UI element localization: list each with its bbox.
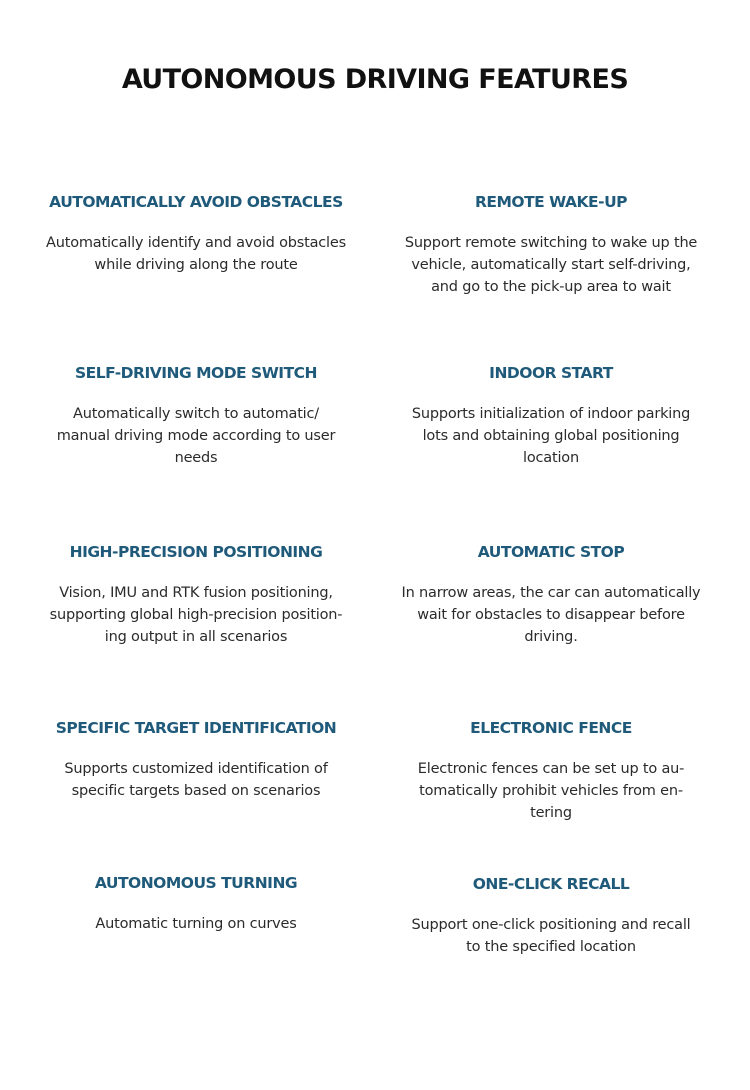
feature-description-line: Support remote switching to wake up the <box>404 235 698 251</box>
feature-self-driving-mode-switch <box>36 363 356 469</box>
feature-title: AUTOMATICALLY AVOID OBSTACLES <box>49 193 343 211</box>
feature-description <box>392 403 710 469</box>
feature-description-line: vehicle, automatically start self-driving, <box>411 257 691 273</box>
feature-description <box>36 232 356 276</box>
feature-description-line: supporting global high-precision position- <box>49 607 343 623</box>
feature-title: AUTONOMOUS TURNING <box>94 874 298 892</box>
feature-title: INDOOR START <box>489 364 613 382</box>
feature-description-line: driving. <box>524 629 578 645</box>
feature-description-line: lots and obtaining global positioning <box>422 428 680 444</box>
feature-description-line: Supports initialization of indoor parking <box>411 406 691 422</box>
feature-description-line: manual driving mode according to user <box>56 428 336 444</box>
feature-description <box>36 758 356 802</box>
feature-description <box>392 582 710 648</box>
feature-avoid-obstacles <box>36 192 356 276</box>
feature-description-line: In narrow areas, the car can automatically <box>401 585 701 601</box>
feature-remote-wake-up <box>392 192 710 298</box>
feature-title: AUTOMATIC STOP <box>477 543 625 561</box>
feature-specific-target-identification <box>36 718 356 802</box>
feature-description-line: Automatically switch to automatic/ <box>73 406 319 422</box>
feature-description-line: needs <box>174 450 218 466</box>
feature-title: ELECTRONIC FENCE <box>470 719 632 737</box>
feature-description-line: Automatically identify and avoid obstacles <box>46 235 346 251</box>
feature-description-line: Electronic fences can be set up to au- <box>417 761 685 777</box>
feature-description <box>392 232 710 298</box>
feature-description-line: location <box>523 450 579 466</box>
feature-description <box>36 582 356 648</box>
feature-description-line: wait for obstacles to disappear before <box>417 607 685 623</box>
feature-description-line: Supports customized identification of <box>64 761 328 777</box>
feature-title: SELF-DRIVING MODE SWITCH <box>75 364 317 382</box>
feature-description-line: tomatically prohibit vehicles from en- <box>419 783 683 799</box>
feature-description-line: Support one-click positioning and recall <box>411 917 691 933</box>
feature-title: ONE-CLICK RECALL <box>472 875 630 893</box>
feature-description-line: and go to the pick-up area to wait <box>431 279 671 295</box>
feature-description <box>392 758 710 824</box>
feature-description-line: ing output in all scenarios <box>104 629 288 645</box>
feature-description-line: to the specified location <box>466 939 636 955</box>
feature-description <box>36 913 356 935</box>
feature-description-line: specific targets based on scenarios <box>71 783 321 799</box>
feature-title: REMOTE WAKE-UP <box>474 193 628 211</box>
feature-indoor-start <box>392 363 710 469</box>
feature-description-line: Vision, IMU and RTK fusion positioning, <box>59 585 333 601</box>
page-title: AUTONOMOUS DRIVING FEATURES <box>121 64 629 95</box>
feature-high-precision-positioning <box>36 542 356 648</box>
feature-automatic-stop <box>392 542 710 648</box>
feature-title: HIGH-PRECISION POSITIONING <box>69 543 323 561</box>
feature-description <box>36 403 356 469</box>
feature-one-click-recall <box>392 874 710 958</box>
feature-electronic-fence <box>392 718 710 824</box>
feature-description-line: while driving along the route <box>94 257 298 273</box>
feature-autonomous-turning <box>36 873 356 935</box>
feature-description-line: Automatic turning on curves <box>95 916 297 932</box>
feature-description <box>392 914 710 958</box>
feature-title: SPECIFIC TARGET IDENTIFICATION <box>55 719 337 737</box>
feature-description-line: tering <box>530 805 572 821</box>
